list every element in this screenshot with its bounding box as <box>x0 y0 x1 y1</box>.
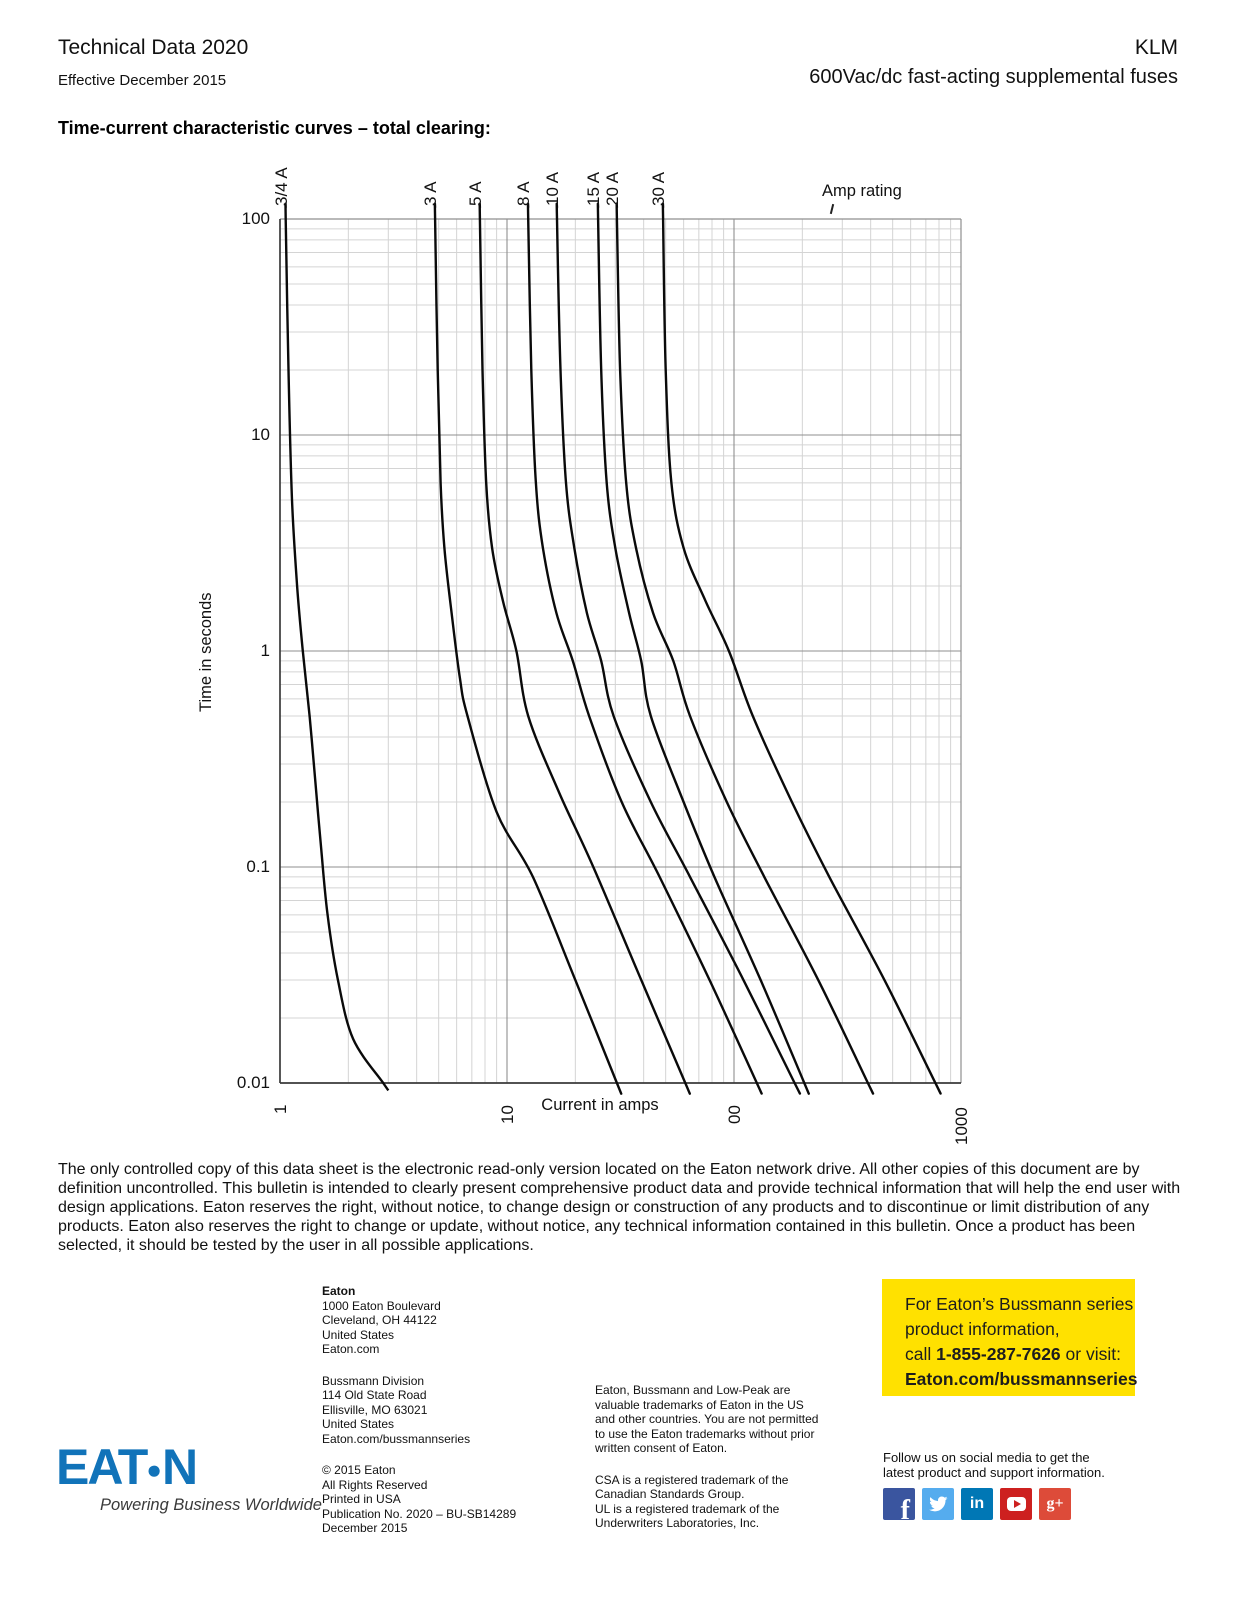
x-tick-label-10: 10 <box>498 1105 517 1124</box>
footer-line: and other countries. You are not permitted <box>595 1412 819 1426</box>
linkedin-icon[interactable]: in <box>961 1488 993 1520</box>
curve-label-5A: 5 A <box>465 181 485 206</box>
footer-line: December 2015 <box>322 1521 408 1535</box>
footer-address-column <box>322 1284 516 1553</box>
section-title: Time-current characteristic curves – total clearing: <box>58 118 491 138</box>
x-axis-title: Current in amps <box>541 1096 659 1114</box>
amp-rating-label: Amp rating <box>822 182 902 200</box>
footer-block <box>595 1473 818 1531</box>
footer-line: UL is a registered trademark of the <box>595 1501 780 1516</box>
footer-line: Printed in USA <box>322 1492 401 1506</box>
fuse-curve-20A <box>617 204 873 1094</box>
fuse-curve-3A <box>435 204 621 1094</box>
curve-label-15A: 15 A <box>584 171 604 206</box>
disclaimer-paragraph: The only controlled copy of this data sheet is the electronic read-only version located on the Eaton network drive. All other copies of this document are by definition uncontrolled. This bulletin is intended to clearly present comprehensive product data and provide technical information that will help the end user with design applications. Eaton reserves the right, without notice, to change design or construction of any products and to discontinue or limit distribution of any products. Eaton also reserves the right to change or update, without notice, any technical information contained in this bulletin. Once a product has been selected, it should be tested by the user in all possible applications. <box>58 1161 1181 1254</box>
y-tick-label-1: 1 <box>260 641 270 660</box>
fuse-curve-5A <box>480 204 690 1094</box>
promo-phone: 1-855-287-7626 <box>936 1344 1061 1364</box>
googleplus-icon[interactable]: g+ <box>1039 1488 1071 1520</box>
footer-line: Canadian Standards Group. <box>595 1487 745 1501</box>
footer-line: © 2015 Eaton <box>322 1463 396 1477</box>
fuse-curve-8A <box>528 204 762 1094</box>
curve-label-3A: 3 A <box>421 181 441 206</box>
footer-line: written consent of Eaton. <box>595 1441 728 1455</box>
curve-label-10A: 10 A <box>542 171 562 206</box>
bussmann-promo-box <box>882 1279 1138 1396</box>
footer-line: Eaton.com/bussmannseries <box>322 1431 471 1446</box>
promo-line-3: call 1-855-287-7626 or visit: <box>905 1344 1121 1364</box>
footer-trademark-column <box>595 1383 818 1548</box>
footer-block <box>322 1374 516 1447</box>
twitter-icon[interactable] <box>922 1488 954 1520</box>
footer-line: United States <box>322 1417 395 1431</box>
fuse-curve-10A <box>557 204 800 1094</box>
footer-line: 114 Old State Road <box>322 1388 427 1402</box>
promo-url[interactable]: Eaton.com/bussmannseries <box>905 1369 1138 1389</box>
x-tick-label-1000: 1000 <box>952 1107 971 1145</box>
footer-line: Bussmann Division <box>322 1373 425 1388</box>
x-tick-label-00: 00 <box>725 1105 744 1124</box>
header-right <box>809 36 1178 89</box>
time-current-chart <box>160 195 990 1110</box>
footer-block <box>322 1284 516 1357</box>
footer-line: Publication No. 2020 – BU-SB14289 <box>322 1506 517 1521</box>
footer-line: 1000 Eaton Boulevard <box>322 1298 441 1313</box>
footer-block <box>322 1463 516 1536</box>
curve-label-20A: 20 A <box>602 171 622 206</box>
page-title: Technical Data 2020 <box>58 36 249 59</box>
footer-line: Eaton, Bussmann and Low-Peak are <box>595 1383 791 1397</box>
product-description: 600Vac/dc fast-acting supplemental fuses <box>809 66 1178 88</box>
eaton-tagline: Powering Business Worldwide <box>100 1496 322 1515</box>
y-tick-label-100: 100 <box>241 209 270 228</box>
footer-line: Underwriters Laboratories, Inc. <box>595 1516 760 1530</box>
footer-line: Cleveland, OH 44122 <box>322 1313 437 1327</box>
youtube-icon[interactable] <box>1000 1488 1032 1520</box>
x-tick-label-1: 1 <box>271 1104 290 1114</box>
product-name: KLM <box>1134 36 1178 59</box>
promo-line-2: product information, <box>905 1319 1060 1339</box>
curve-label-8A: 8 A <box>514 181 534 206</box>
y-tick-label-0.1: 0.1 <box>246 857 270 876</box>
footer-line: to use the Eaton trademarks without prior <box>595 1426 815 1441</box>
footer-line: valuable trademarks of Eaton in the US <box>595 1397 804 1412</box>
curve-label-30A: 30 A <box>649 171 669 206</box>
fuse-curve-34A <box>286 204 389 1091</box>
fuse-curve-30A <box>663 204 941 1094</box>
footer-block <box>595 1383 818 1456</box>
eaton-logo <box>56 1439 322 1515</box>
y-tick-label-0.01: 0.01 <box>236 1073 270 1092</box>
fuse-curve-15A <box>598 204 809 1094</box>
footer-line: All Rights Reserved <box>322 1477 428 1492</box>
social-heading: Follow us on social media to get the latest product and support information. <box>883 1450 1105 1480</box>
footer-line: Eaton <box>322 1284 356 1298</box>
facebook-icon[interactable]: f <box>883 1488 915 1520</box>
social-icons-row <box>883 1488 1071 1520</box>
y-tick-label-10: 10 <box>251 425 270 444</box>
promo-line-1: For Eaton’s Bussmann series <box>905 1294 1134 1314</box>
footer-line: Ellisville, MO 63021 <box>322 1402 428 1417</box>
footer-line: United States <box>322 1327 395 1342</box>
eaton-wordmark: EAT●N <box>56 1439 197 1495</box>
y-axis-title: Time in seconds <box>197 592 215 712</box>
effective-date: Effective December 2015 <box>58 72 227 89</box>
curve-label-34A: 3/4 A <box>271 167 291 206</box>
footer-line: CSA is a registered trademark of the <box>595 1472 789 1487</box>
footer-line: Eaton.com <box>322 1342 380 1356</box>
